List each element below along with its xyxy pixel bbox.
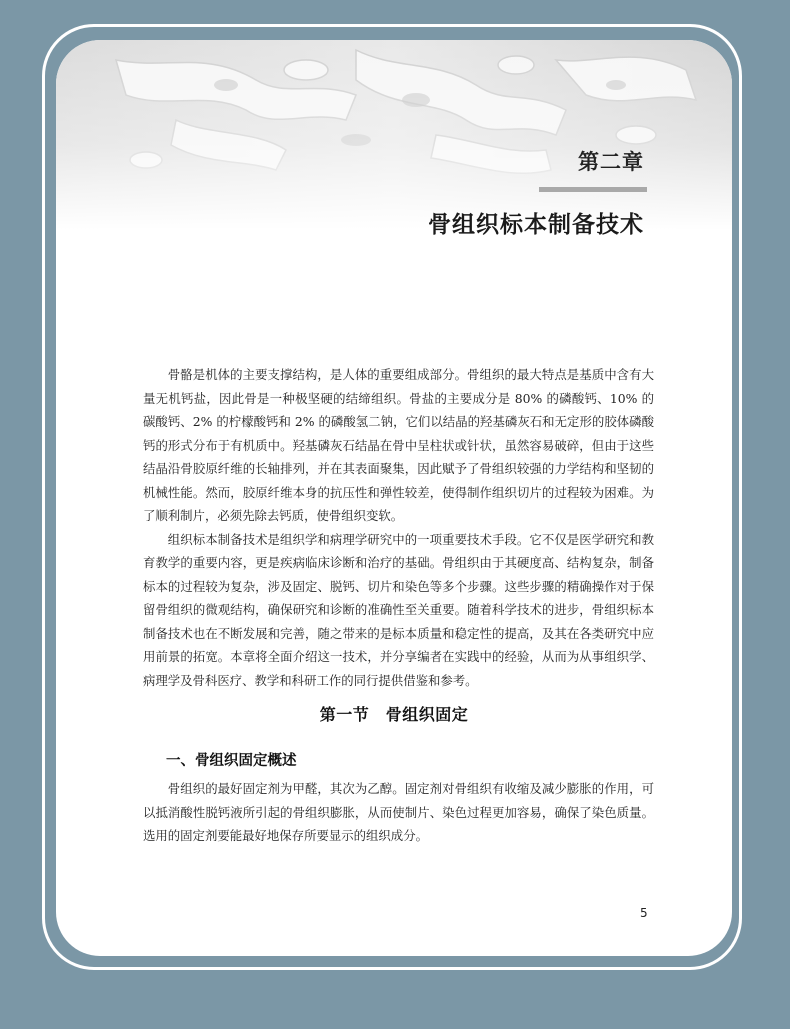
section-paragraph: 骨组织的最好固定剂为甲醛，其次为乙醇。固定剂对骨组织有收缩及减少膨胀的作用，可以抵消酸性脱钙液所引起的骨组织膨胀，从而使制片、染色过程更加容易，确保了染色质量。选用的固定剂要能最好地保存所要显示的组织成分。	[143, 781, 654, 843]
section-title: 第一节 骨组织固定	[319, 705, 469, 724]
subsection-title: 一、骨组织固定概述	[166, 753, 297, 769]
header-bone-illustration	[56, 40, 732, 230]
chapter-number: 第二章	[578, 150, 644, 174]
chapter-divider	[539, 187, 647, 192]
document-page	[56, 40, 732, 956]
section-text	[143, 777, 654, 848]
intro-text	[143, 363, 654, 692]
page-number: 5	[640, 906, 648, 920]
chapter-title: 骨组织标本制备技术	[428, 212, 644, 238]
intro-paragraph: 骨骼是机体的主要支撑结构，是人体的重要组成部分。骨组织的最大特点是基质中含有大量无机钙盐，因此骨是一种极坚硬的结缔组织。骨盐的主要成分是 80% 的磷酸钙、10% 的碳酸钙、2% 的柠檬酸钙和 2% 的磷酸氢二钠，它们以结晶的羟基磷灰石和无定形的胶体磷酸钙的形式分布于有机质中。羟基磷灰石结晶在骨中呈柱状或针状，虽然容易破碎，但由于这些结晶沿骨胶原纤维的长轴排列，并在其表面聚集，因此赋予了骨组织较强的力学结构和坚韧的机械性能。然而，胶原纤维本身的抗压性和弹性较差，使得制作组织切片的过程较为困难。为了顺利制片，必须先除去钙质，使骨组织变软。	[143, 367, 654, 523]
intro-paragraph: 组织标本制备技术是组织学和病理学研究中的一项重要技术手段。它不仅是医学研究和教育教学的重要内容，更是疾病临床诊断和治疗的基础。骨组织由于其硬度高、结构复杂，制备标本的过程较为复杂，涉及固定、脱钙、切片和染色等多个步骤。这些步骤的精确操作对于保留骨组织的微观结构，确保研究和诊断的准确性至关重要。随着科学技术的进步，骨组织标本制备技术也在不断发展和完善，随之带来的是标本质量和稳定性的提高，及其在各类研究中应用前景的拓宽。本章将全面介绍这一技术，并分享编者在实践中的经验，从而为从事组织学、病理学及骨科医疗、教学和科研工作的同行提供借鉴和参考。	[143, 531, 654, 688]
